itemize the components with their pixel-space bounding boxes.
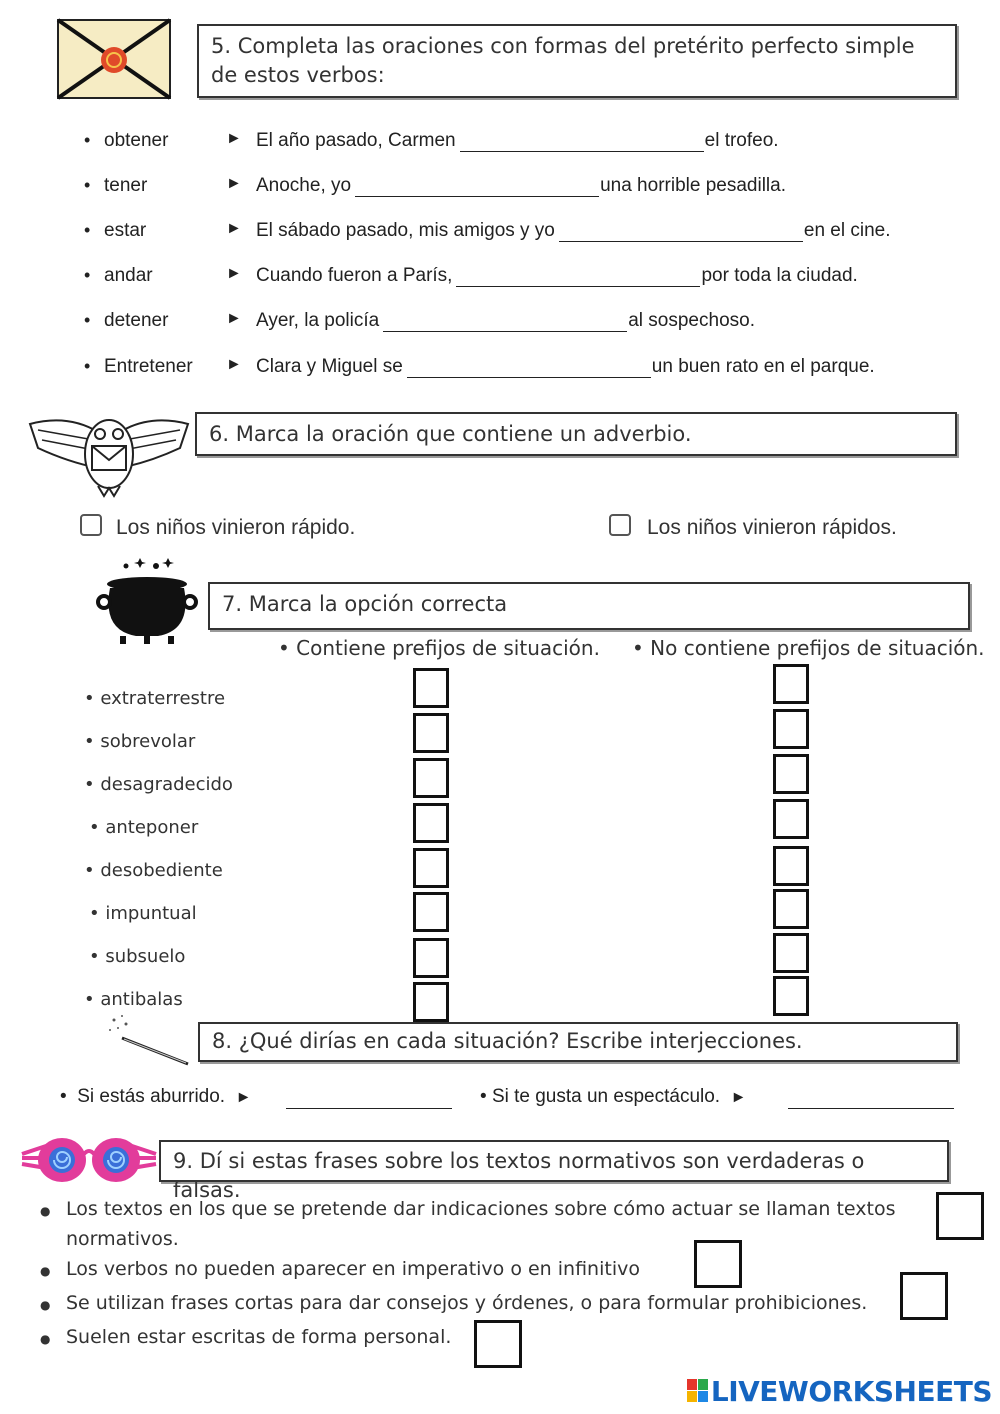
q7-prefix-yes-checkbox[interactable] xyxy=(413,668,449,708)
q6-option2-label: Los niños vinieron rápidos. xyxy=(647,516,897,539)
q5-answer-input[interactable] xyxy=(456,266,700,287)
q5-sentence-end: un buen rato en el parque. xyxy=(651,356,875,377)
q5-sentence-end: el trofeo. xyxy=(704,130,779,151)
liveworksheets-logo: LIVEWORKSHEETS xyxy=(687,1375,992,1408)
q7-prefix-no-checkbox[interactable] xyxy=(773,889,809,929)
arrow-icon: ► xyxy=(226,220,242,237)
q5-row xyxy=(0,173,1000,203)
q9-statement-4: ● Suelen estar escritas de forma personal. xyxy=(40,1326,452,1348)
q5-sentence xyxy=(256,265,858,287)
q5-sentence xyxy=(256,310,755,332)
q7-prefix-yes-checkbox[interactable] xyxy=(413,892,449,932)
q7-prefix-no-checkbox[interactable] xyxy=(773,976,809,1016)
bullet: • xyxy=(84,175,91,195)
q5-sentence-end: al sospechoso. xyxy=(628,310,755,331)
q6-option2-checkbox[interactable] xyxy=(609,514,631,536)
q5-row xyxy=(0,308,1000,338)
q7-prefix-yes-checkbox[interactable] xyxy=(413,803,449,843)
q7-word: • sobrevolar xyxy=(84,731,196,752)
q5-answer-input[interactable] xyxy=(355,176,599,197)
q7-word: • anteponer xyxy=(89,817,199,838)
owl-icon xyxy=(28,410,190,500)
q7-prefix-yes-checkbox[interactable] xyxy=(413,713,449,753)
q5-sentence-start: Clara y Miguel se xyxy=(256,356,403,377)
q8-answer1-input[interactable] xyxy=(286,1086,452,1109)
q9-header: 9. Dí si estas frases sobre los textos normativos son verdaderas o falsas. xyxy=(159,1140,949,1182)
q5-answer-input[interactable] xyxy=(559,221,803,242)
q5-sentence-start: Cuando fueron a París, xyxy=(256,265,453,286)
bullet: • xyxy=(84,310,91,330)
q5-sentence-start: El año pasado, Carmen xyxy=(256,130,456,151)
q8-situation1: • Si estás aburrido. ► xyxy=(60,1086,252,1107)
q6-option1-label: Los niños vinieron rápido. xyxy=(116,516,356,539)
magic-wand-icon xyxy=(104,1012,196,1070)
q5-answer-input[interactable] xyxy=(407,357,651,378)
q7-word: • extraterrestre xyxy=(84,688,226,709)
q5-sentence-end: en el cine. xyxy=(803,220,891,241)
q5-answer-input[interactable] xyxy=(460,131,704,152)
q7-word: • antibalas xyxy=(84,989,183,1010)
q5-row xyxy=(0,354,1000,384)
q5-sentence-end: una horrible pesadilla. xyxy=(600,175,786,196)
bullet: • xyxy=(84,130,91,150)
q9-statement-2: ● Los verbos no pueden aparecer en imperativo o en infinitivo xyxy=(40,1258,640,1280)
bullet: • xyxy=(84,220,91,240)
q6-option1-checkbox[interactable] xyxy=(80,514,102,536)
q7-prefix-yes-checkbox[interactable] xyxy=(413,982,449,1022)
q7-column2-header: • No contiene prefijos de situación. xyxy=(632,636,985,660)
q5-row xyxy=(0,263,1000,293)
arrow-icon: ► xyxy=(226,130,242,147)
q5-sentence-start: Anoche, yo xyxy=(256,175,352,196)
q5-sentence xyxy=(256,356,875,378)
q7-prefix-no-checkbox[interactable] xyxy=(773,799,809,839)
q5-verb: andar xyxy=(104,265,153,286)
q7-prefix-no-checkbox[interactable] xyxy=(773,933,809,973)
q5-sentence-start: El sábado pasado, mis amigos y yo xyxy=(256,220,555,241)
q7-prefix-no-checkbox[interactable] xyxy=(773,846,809,886)
q7-prefix-no-checkbox[interactable] xyxy=(773,709,809,749)
q5-sentence-start: Ayer, la policía xyxy=(256,310,380,331)
q6-header: 6. Marca la oración que contiene un adverbio. xyxy=(195,412,957,456)
arrow-icon: ► xyxy=(226,175,242,192)
arrow-icon: ► xyxy=(226,356,242,373)
q7-prefix-no-checkbox[interactable] xyxy=(773,754,809,794)
q5-sentence xyxy=(256,130,779,152)
cauldron-icon xyxy=(96,552,198,648)
q7-prefix-no-checkbox[interactable] xyxy=(773,664,809,704)
q5-header: 5. Completa las oraciones con formas del pretérito perfecto simple de estos verbos: xyxy=(197,24,957,98)
q5-answer-input[interactable] xyxy=(383,311,627,332)
q9-answer-box-2[interactable] xyxy=(694,1240,742,1288)
q9-statement-3: ● Se utilizan frases cortas para dar consejos y órdenes, o para formular prohibiciones. xyxy=(40,1292,868,1314)
q8-situation2: • Si te gusta un espectáculo. ► xyxy=(480,1086,747,1107)
q7-prefix-yes-checkbox[interactable] xyxy=(413,848,449,888)
q5-verb: tener xyxy=(104,175,148,196)
q5-sentence-end: por toda la ciudad. xyxy=(701,265,858,286)
q7-word: • impuntual xyxy=(89,903,197,924)
q7-header: 7. Marca la opción correcta xyxy=(208,582,970,630)
q5-verb: estar xyxy=(104,220,147,241)
q9-statement-1: ● Los textos en los que se pretende dar indicaciones sobre cómo actuar se llaman textos normativos. xyxy=(40,1198,896,1250)
q5-verb: Entretener xyxy=(104,356,193,377)
bullet: • xyxy=(84,356,91,376)
bullet: • xyxy=(84,265,91,285)
q7-word: • subsuelo xyxy=(89,946,186,967)
q8-answer2-input[interactable] xyxy=(788,1086,954,1109)
envelope-icon xyxy=(56,16,172,102)
q7-prefix-yes-checkbox[interactable] xyxy=(413,758,449,798)
q7-word: • desobediente xyxy=(84,860,223,881)
spectrespecs-glasses-icon xyxy=(18,1124,160,1190)
arrow-icon: ► xyxy=(226,265,242,282)
q7-word: • desagradecido xyxy=(84,774,233,795)
q5-row xyxy=(0,128,1000,158)
arrow-icon: ► xyxy=(226,310,242,327)
q9-answer-box-1[interactable] xyxy=(936,1192,984,1240)
q5-sentence xyxy=(256,175,786,197)
q5-verb: detener xyxy=(104,310,169,331)
q9-answer-box-4[interactable] xyxy=(474,1320,522,1368)
q9-answer-box-3[interactable] xyxy=(900,1272,948,1320)
q5-row xyxy=(0,218,1000,248)
q7-prefix-yes-checkbox[interactable] xyxy=(413,938,449,978)
q5-verb: obtener xyxy=(104,130,169,151)
liveworksheets-logo-mark xyxy=(687,1377,709,1401)
q5-sentence xyxy=(256,220,891,242)
q8-header: 8. ¿Qué dirías en cada situación? Escribe interjecciones. xyxy=(198,1022,958,1062)
q7-column1-header: • Contiene prefijos de situación. xyxy=(278,636,600,660)
